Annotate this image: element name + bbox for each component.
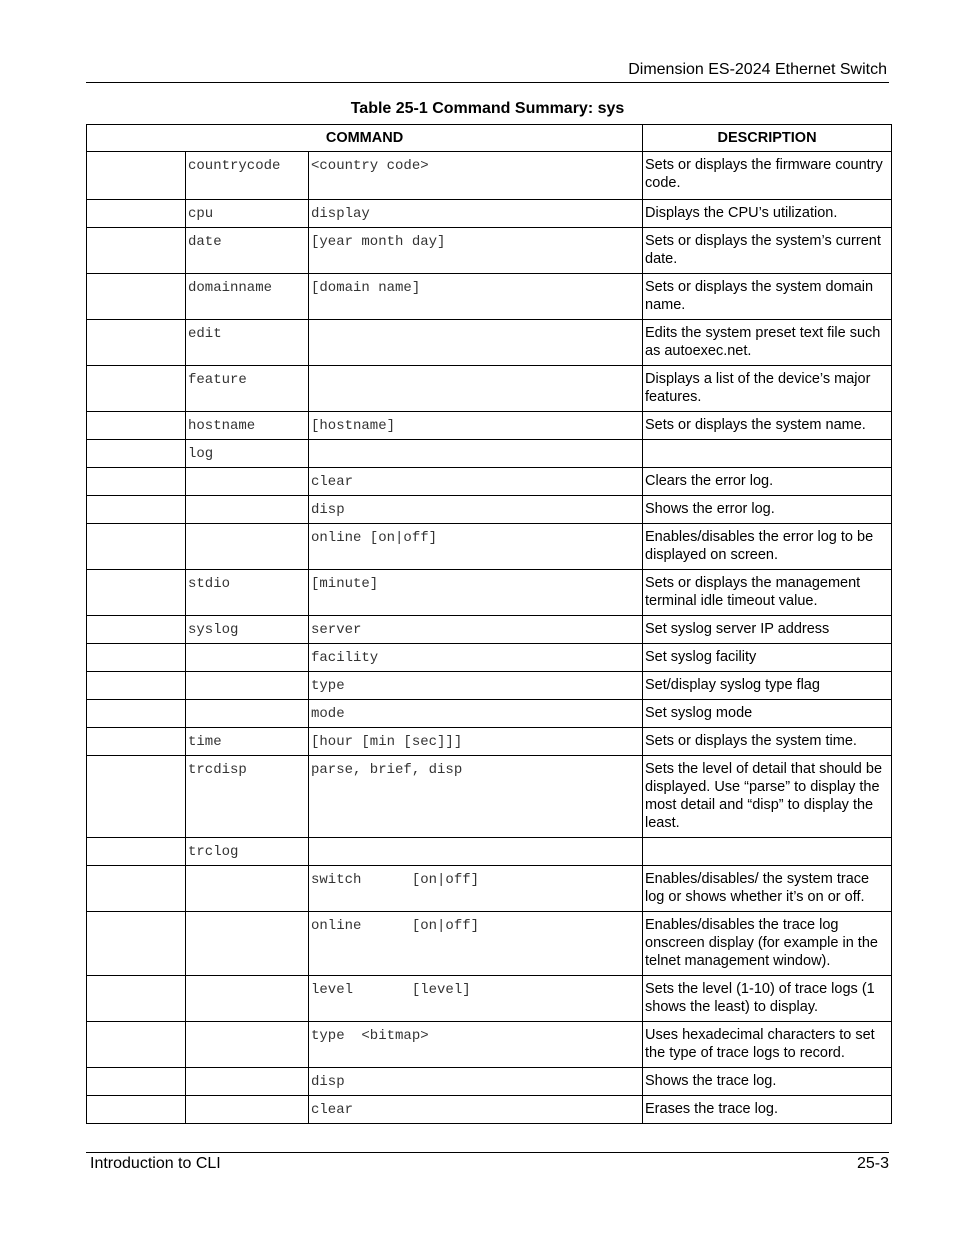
- description-cell: [643, 468, 892, 496]
- table-row: [87, 644, 892, 672]
- description-cell: [643, 672, 892, 700]
- argument-cell: [309, 1022, 643, 1068]
- table-row: [87, 200, 892, 228]
- command-cell: [186, 412, 309, 440]
- argument-cell-text: disp: [311, 1074, 345, 1090]
- command-cell: [186, 838, 309, 866]
- command-cell: [186, 1022, 309, 1068]
- table-row: [87, 570, 892, 616]
- description-cell-text: Uses hexadecimal characters to set the type of trace logs to record.: [645, 1027, 875, 1061]
- table-row: [87, 616, 892, 644]
- table-row: [87, 700, 892, 728]
- command-summary-table: [86, 124, 892, 1124]
- table-row: [87, 866, 892, 912]
- command-cell: [186, 524, 309, 570]
- command-cell-text: feature: [188, 372, 247, 388]
- command-cell: [186, 912, 309, 976]
- command-cell: [186, 866, 309, 912]
- description-cell: [643, 152, 892, 200]
- argument-cell: [309, 644, 643, 672]
- table-body: [87, 152, 892, 1124]
- argument-cell: [309, 320, 643, 366]
- command-level1-cell: [87, 468, 186, 496]
- argument-cell-text: display: [311, 206, 370, 222]
- description-cell: [643, 644, 892, 672]
- command-cell-text: cpu: [188, 206, 214, 222]
- page-header-title: Dimension ES-2024 Ethernet Switch: [628, 61, 887, 78]
- description-column-header: DESCRIPTION: [643, 125, 892, 152]
- command-level1-cell: [87, 152, 186, 200]
- command-cell: [186, 152, 309, 200]
- description-cell: [643, 1022, 892, 1068]
- description-cell: [643, 756, 892, 838]
- command-level1-cell: [87, 728, 186, 756]
- description-cell-text: Sets the level of detail that should be displayed. Use “parse” to display the most detail and “disp” to display the least.: [645, 761, 883, 831]
- command-level1-cell: [87, 570, 186, 616]
- command-cell: [186, 468, 309, 496]
- argument-cell: [309, 1096, 643, 1124]
- argument-cell-text: facility: [311, 650, 379, 666]
- argument-cell-text: <country code>: [311, 158, 429, 174]
- description-cell: [643, 570, 892, 616]
- command-level1-cell: [87, 524, 186, 570]
- description-cell-text: Displays a list of the device’s major features.: [645, 371, 871, 405]
- description-cell: [643, 228, 892, 274]
- argument-cell: [309, 672, 643, 700]
- command-cell-text: countrycode: [188, 158, 281, 174]
- description-cell-text: Sets or displays the firmware country code.: [645, 157, 883, 191]
- command-level1-cell: [87, 1068, 186, 1096]
- argument-cell: [309, 912, 643, 976]
- command-level1-cell: [87, 496, 186, 524]
- description-cell-text: Clears the error log.: [645, 473, 774, 489]
- command-cell: [186, 570, 309, 616]
- footer-page-number: 25-3: [856, 1155, 889, 1172]
- description-cell-text: Set/display syslog type flag: [645, 677, 820, 693]
- command-cell: [186, 366, 309, 412]
- command-cell-text: date: [188, 234, 222, 250]
- command-level1-cell: [87, 616, 186, 644]
- table-caption: Table 25-1 Command Summary: sys: [350, 100, 625, 117]
- description-cell-text: Shows the trace log.: [645, 1073, 777, 1089]
- argument-cell-text: [year month day]: [311, 234, 446, 250]
- table-row: [87, 366, 892, 412]
- table-row: [87, 320, 892, 366]
- description-cell: [643, 524, 892, 570]
- argument-cell-text: type <bitmap>: [311, 1028, 429, 1044]
- command-level1-cell: [87, 1022, 186, 1068]
- command-cell: [186, 976, 309, 1022]
- table-row: [87, 468, 892, 496]
- argument-cell: [309, 700, 643, 728]
- command-level1-cell: [87, 756, 186, 838]
- argument-cell: [309, 524, 643, 570]
- description-cell-text: Set syslog server IP address: [645, 621, 830, 637]
- argument-cell-text: server: [311, 622, 362, 638]
- argument-cell-text: switch [on|off]: [311, 872, 480, 888]
- description-cell: [643, 700, 892, 728]
- command-cell: [186, 756, 309, 838]
- description-cell: [643, 912, 892, 976]
- command-level1-cell: [87, 700, 186, 728]
- command-cell: [186, 728, 309, 756]
- command-level1-cell: [87, 976, 186, 1022]
- command-cell: [186, 496, 309, 524]
- table-row: [87, 838, 892, 866]
- description-cell-text: Enables/disables the error log to be displayed on screen.: [645, 529, 874, 563]
- table-row: [87, 496, 892, 524]
- command-column-header: COMMAND: [87, 125, 643, 152]
- command-cell: [186, 672, 309, 700]
- command-cell: [186, 616, 309, 644]
- command-cell: [186, 228, 309, 274]
- command-level1-cell: [87, 228, 186, 274]
- description-cell: [643, 838, 892, 866]
- command-cell-text: hostname: [188, 418, 256, 434]
- command-cell: [186, 274, 309, 320]
- table-row: [87, 152, 892, 200]
- argument-cell-text: [minute]: [311, 576, 379, 592]
- argument-cell-text: level [level]: [311, 982, 471, 998]
- argument-cell: [309, 570, 643, 616]
- command-level1-cell: [87, 866, 186, 912]
- command-level1-cell: [87, 672, 186, 700]
- table-row: [87, 524, 892, 570]
- table-row: [87, 672, 892, 700]
- description-cell-text: Sets or displays the management terminal idle timeout value.: [645, 575, 861, 609]
- table-row: [87, 1096, 892, 1124]
- table-row: [87, 1068, 892, 1096]
- description-cell-text: Sets or displays the system name.: [645, 417, 866, 433]
- command-cell: [186, 440, 309, 468]
- table-row: [87, 1022, 892, 1068]
- argument-cell: [309, 152, 643, 200]
- table-header-row: [87, 125, 892, 152]
- command-level1-cell: [87, 274, 186, 320]
- argument-cell-text: type: [311, 678, 345, 694]
- argument-cell-text: online [on|off]: [311, 530, 438, 546]
- argument-cell: [309, 976, 643, 1022]
- command-level1-cell: [87, 1096, 186, 1124]
- description-cell-text: Sets the level (1-10) of trace logs (1 shows the least) to display.: [645, 981, 875, 1015]
- command-cell: [186, 1068, 309, 1096]
- argument-cell: [309, 366, 643, 412]
- description-cell: [643, 496, 892, 524]
- description-cell-text: Enables/disables/ the system trace log or shows whether it’s on or off.: [645, 871, 870, 905]
- argument-cell-text: clear: [311, 1102, 354, 1118]
- table-row: [87, 756, 892, 838]
- description-cell-text: Shows the error log.: [645, 501, 775, 517]
- command-cell-text: syslog: [188, 622, 239, 638]
- command-level1-cell: [87, 320, 186, 366]
- argument-cell-text: online [on|off]: [311, 918, 480, 934]
- table-row: [87, 412, 892, 440]
- argument-cell-text: [hour [min [sec]]]: [311, 734, 463, 750]
- table-row: [87, 912, 892, 976]
- argument-cell-text: [hostname]: [311, 418, 396, 434]
- description-cell-text: Displays the CPU’s utilization.: [645, 205, 838, 221]
- argument-cell: [309, 728, 643, 756]
- description-cell: [643, 366, 892, 412]
- description-cell-text: Enables/disables the trace log onscreen display (for example in the telnet management window).: [645, 917, 878, 969]
- argument-cell: [309, 274, 643, 320]
- description-cell: [643, 320, 892, 366]
- command-level1-cell: [87, 440, 186, 468]
- description-cell: [643, 728, 892, 756]
- argument-cell-text: disp: [311, 502, 345, 518]
- table-row: [87, 976, 892, 1022]
- argument-cell-text: mode: [311, 706, 345, 722]
- argument-cell-text: clear: [311, 474, 354, 490]
- command-level1-cell: [87, 366, 186, 412]
- command-level1-cell: [87, 838, 186, 866]
- argument-cell: [309, 468, 643, 496]
- command-level1-cell: [87, 912, 186, 976]
- description-cell-text: Erases the trace log.: [645, 1101, 779, 1117]
- command-cell-text: time: [188, 734, 222, 750]
- description-cell: [643, 1096, 892, 1124]
- argument-cell: [309, 228, 643, 274]
- description-cell: [643, 412, 892, 440]
- command-cell-text: domainname: [188, 280, 273, 296]
- description-cell: [643, 976, 892, 1022]
- description-cell-text: Sets or displays the system domain name.: [645, 279, 874, 313]
- command-level1-cell: [87, 644, 186, 672]
- argument-cell: [309, 838, 643, 866]
- footer-divider: [86, 1152, 889, 1153]
- argument-cell: [309, 440, 643, 468]
- description-cell-text: Sets or displays the system’s current date.: [645, 233, 881, 267]
- argument-cell: [309, 866, 643, 912]
- description-cell: [643, 274, 892, 320]
- command-cell-text: trcdisp: [188, 762, 247, 778]
- description-cell-text: Edits the system preset text file such as autoexec.net.: [645, 325, 881, 359]
- command-cell: [186, 200, 309, 228]
- command-cell: [186, 644, 309, 672]
- header-divider: [86, 82, 889, 83]
- table-row: [87, 728, 892, 756]
- description-cell: [643, 200, 892, 228]
- command-cell-text: edit: [188, 326, 222, 342]
- argument-cell-text: [domain name]: [311, 280, 421, 296]
- description-cell: [643, 616, 892, 644]
- table-row: [87, 274, 892, 320]
- command-cell-text: trclog: [188, 844, 239, 860]
- description-cell: [643, 440, 892, 468]
- description-cell: [643, 866, 892, 912]
- command-cell: [186, 700, 309, 728]
- table-row: [87, 228, 892, 274]
- argument-cell: [309, 1068, 643, 1096]
- command-cell-text: log: [188, 446, 214, 462]
- command-cell: [186, 1096, 309, 1124]
- description-cell-text: Set syslog mode: [645, 705, 753, 721]
- command-cell-text: stdio: [188, 576, 231, 592]
- command-level1-cell: [87, 200, 186, 228]
- command-cell: [186, 320, 309, 366]
- description-cell: [643, 1068, 892, 1096]
- argument-cell: [309, 412, 643, 440]
- footer-chapter-title: Introduction to CLI: [90, 1155, 221, 1172]
- argument-cell-text: parse, brief, disp: [311, 762, 463, 778]
- command-level1-cell: [87, 412, 186, 440]
- argument-cell: [309, 616, 643, 644]
- table-row: [87, 440, 892, 468]
- argument-cell: [309, 496, 643, 524]
- argument-cell: [309, 756, 643, 838]
- description-cell-text: Set syslog facility: [645, 649, 757, 665]
- argument-cell: [309, 200, 643, 228]
- description-cell-text: Sets or displays the system time.: [645, 733, 857, 749]
